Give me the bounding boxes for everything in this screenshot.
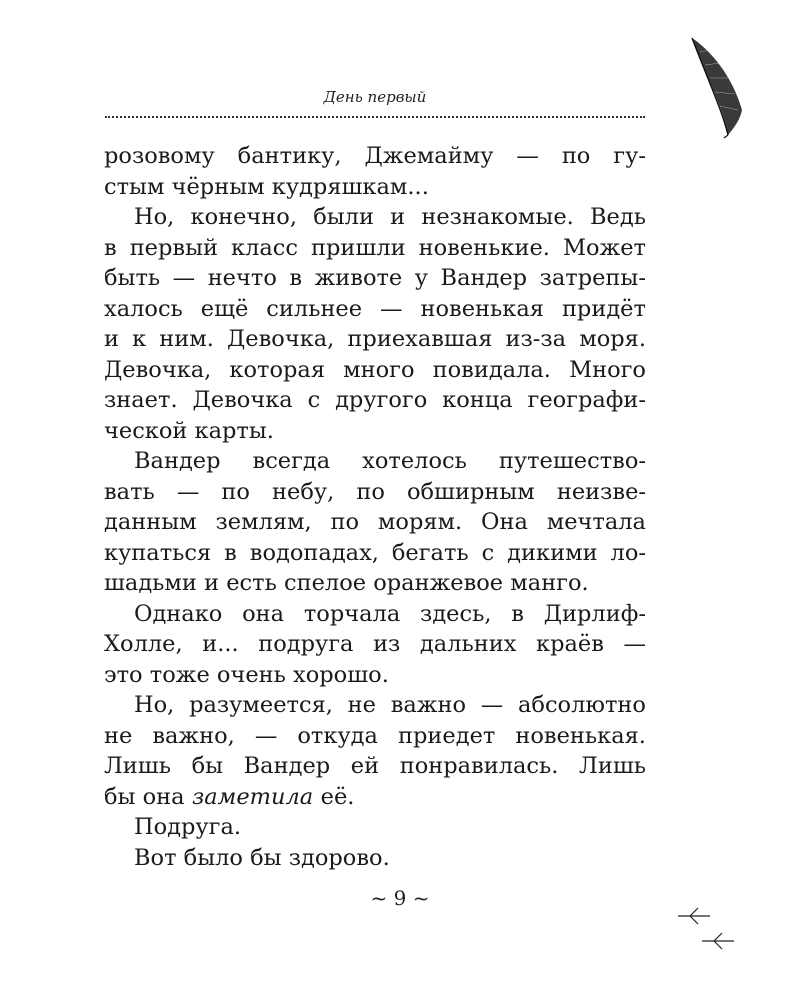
twig-icon (676, 905, 712, 927)
text-line: быть — нечто в животе у Вандер затрепы- (104, 265, 646, 291)
text-line: Холле, и... подруга из дальних краёв — (104, 631, 646, 657)
text-line: Но, разумеется, не важно — абсолютно (134, 692, 646, 718)
text-line: Лишь бы Вандер ей понравилась. Лишь (104, 753, 646, 779)
text-line: Однако она торчала здесь, в Дирлиф- (134, 600, 646, 627)
text-line: ческой карты. (104, 417, 274, 444)
page-number: ~ 9 ~ (370, 886, 430, 910)
text-line: халось ещё сильнее — новенькая придёт (104, 295, 646, 322)
twig-icon (700, 930, 736, 952)
running-title: День первый (323, 88, 427, 106)
text-line: стым чёрным кудряшкам... (104, 173, 429, 200)
text-line: это тоже очень хорошо. (104, 661, 389, 688)
text-line: розовому бантику, Джемайму — по гу- (104, 143, 646, 169)
text-line: в первый класс пришли новенькие. Может (104, 234, 646, 261)
text-line: Вандер всегда хотелось путешество- (134, 448, 646, 474)
text-line: Подруга. (134, 814, 242, 840)
text-line: бы она заметила её. (104, 782, 646, 813)
text-line: вать — по небу, по обширным неизве- (104, 478, 646, 505)
text-line: данным землям, по морям. Она мечтала (104, 509, 646, 535)
text-line: Но, конечно, были и незнакомые. Ведь (134, 204, 646, 230)
text-line: и к ним. Девочка, приехавшая из-за моря. (104, 326, 646, 352)
text-line: не важно, — откуда приедет новенькая. (104, 722, 646, 749)
body-text (104, 141, 646, 873)
text-line: Девочка, которая много повидала. Много (104, 356, 646, 383)
text-line: Вот было бы здорово. (134, 844, 390, 871)
header-divider (105, 116, 645, 118)
feather-icon (680, 30, 750, 140)
text-line: знает. Девочка с другого конца географи- (104, 387, 646, 413)
emphasized-word: заметила (192, 783, 314, 810)
text-line: шадьми и есть спелое оранжевое манго. (104, 570, 589, 596)
text-line: купаться в водопадах, бегать с дикими ло- (104, 539, 646, 566)
